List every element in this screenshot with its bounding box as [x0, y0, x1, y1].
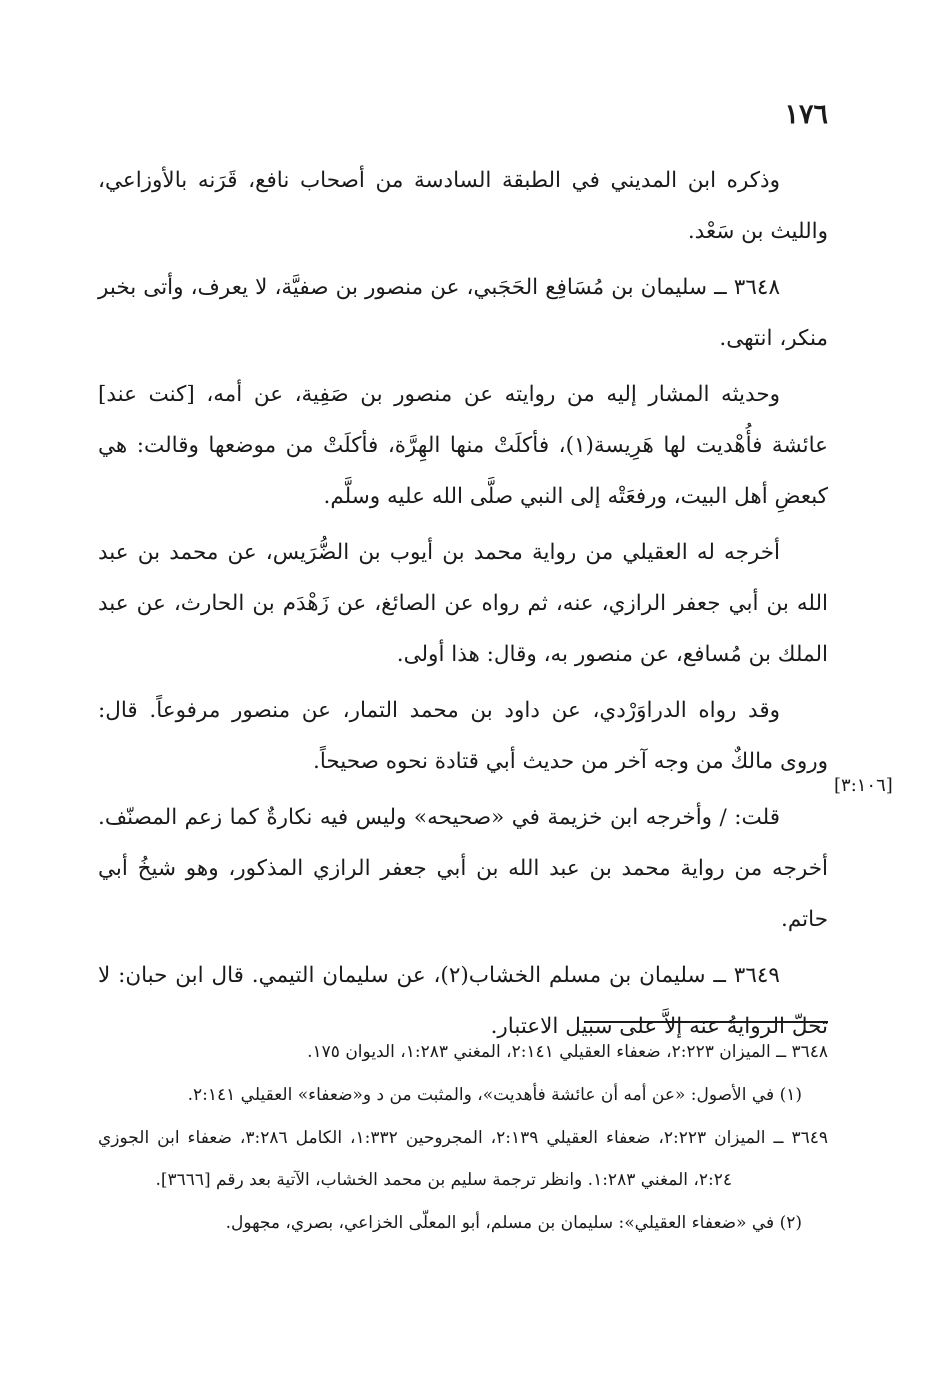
paragraph: وذكره ابن المديني في الطبقة السادسة من أصحاب نافع، قَرَنه بالأوزاعي، والليث بن سَعْد. — [98, 168, 828, 244]
paragraph: أخرجه له العقيلي من رواية محمد بن أيوب بن الضُّرَيس، عن محمد بن عبد الله بن أبي جعفر الرازي، عنه، ثم رواه عن الصائغ، عن زَهْدَم بن الحارث، عن عبد الملك بن مُسافع، عن منصور به، وقال: هذا أولى. — [98, 540, 828, 667]
footnote-divider — [584, 1021, 828, 1023]
entry-3649: ٣٦٤٩ ــ سليمان بن مسلم الخشاب(٢)، عن سليمان التيمي. قال ابن حبان: لا تحلّ الروايةُ عنه إلاَّ على سبيل الاعتبار. — [98, 963, 828, 1039]
main-text — [98, 155, 828, 1057]
margin-volume-reference: [٣:١٠٦] — [834, 775, 893, 796]
paragraph: وقد رواه الدراوَرْدي، عن داود بن محمد التمار، عن منصور مرفوعاً. قال: وروى مالكٌ من وجه آخر من حديث أبي قتادة نحوه صحيحاً. — [98, 698, 828, 774]
paragraph: وحديثه المشار إليه من روايته عن منصور بن صَفِية، عن أمه، [كنت عند] عائشة فأُهْديت لها هَرِيسة(١)، فأكلَتْ منها الهِرَّة، فأكلَتْ من موضعها وقالت: هي كبعضِ أهل البيت، ورفعَتْه إلى النبي صلَّى الله عليه وسلَّم. — [98, 382, 828, 509]
footnote-1: (١) في الأصول: «عن أمه أن عائشة فأهديت»، والمثبت من د و«ضعفاء» العقيلي ٢:١٤١. — [187, 1085, 802, 1105]
entry-3648: ٣٦٤٨ ــ سليمان بن مُسَافِع الحَجَبي، عن منصور بن صفيَّة، لا يعرف، وأتى بخبر منكر، انتهى. — [98, 275, 828, 351]
footnote-source-3649: ٣٦٤٩ ــ الميزان ٢:٢٢٣، ضعفاء العقيلي ٢:١٣٩، المجروحين ١:٣٣٢، الكامل ٣:٢٨٦، ضعفاء ابن الجوزي ٢:٢٤، المغني ١:٢٨٣. وانظر ترجمة سليم بن محمد الخشاب، الآتية بعد رقم [٣٦٦٦]. — [98, 1128, 828, 1190]
page-number: ١٧٦ — [784, 99, 828, 130]
paragraph: قلت: / وأخرجه ابن خزيمة في «صحيحه» وليس فيه نكارةٌ كما زعم المصنّف. أخرجه من رواية محمد بن عبد الله بن أبي جعفر الرازي المذكور، وهو شيخُ أبي حاتم. — [98, 805, 828, 932]
footnote-source-3648: ٣٦٤٨ ــ الميزان ٢:٢٢٣، ضعفاء العقيلي ٢:١٤١، المغني ١:٢٨٣، الديوان ١٧٥. — [307, 1042, 828, 1062]
footnotes — [98, 1031, 828, 1245]
footnote-2: (٢) في «ضعفاء العقيلي»: سليمان بن مسلم، أبو المعلّى الخزاعي، بصري، مجهول. — [225, 1213, 802, 1233]
